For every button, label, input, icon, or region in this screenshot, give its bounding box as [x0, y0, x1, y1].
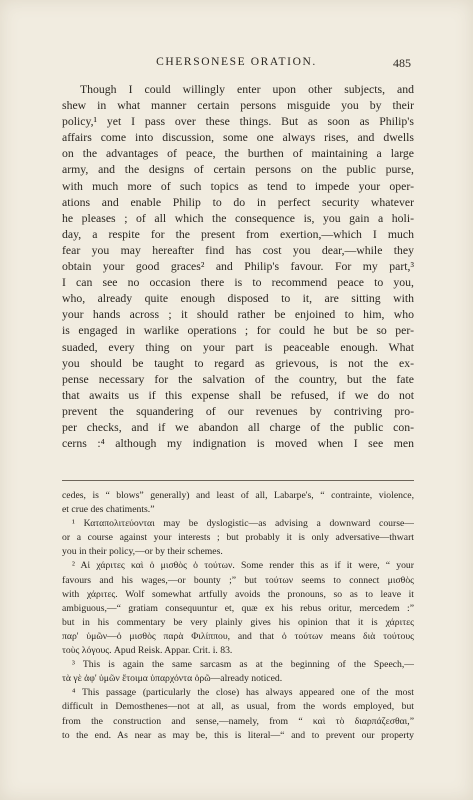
footnote-line: with χάριτες. Wolf somewhat artfully avoids the pronouns, so as to leave it — [62, 588, 414, 600]
footnote-divider — [62, 480, 414, 481]
footnote-line: ¹ Καταπολιτεύονται may be dyslogistic—as advising a downward course— — [72, 518, 414, 530]
footnote-line: to the end. As near as may be, this is literal—“ and to prevent our property — [62, 729, 414, 741]
text-line: policy,¹ yet I pass over these things. But as soon as Philip's — [62, 115, 414, 129]
text-line: shew in what manner certain persons misguide you by their — [62, 99, 414, 113]
text-line: prevent the squandering of our revenues by contriving pro- — [62, 404, 414, 418]
footnote-line: you in their policy,—or by their schemes. — [62, 546, 223, 558]
text-line: your hands across ; it should rather be enjoined to him, who — [62, 308, 414, 322]
text-line: army, and the designs of certain persons on the public purse, — [62, 163, 414, 177]
footnote-line: τοὺς λόγους. Apud Reisk. Appar. Crit. i. 83. — [62, 645, 233, 657]
footnote-line: but in his commentary be very plainly gives his opinion that it is χάριτες — [62, 616, 414, 628]
text-line: I can see no occasion there is to recommend peace to you, — [62, 276, 414, 290]
text-line: suaded, every thing on your part is peaceable enough. What — [62, 340, 414, 354]
footnote-line: et crue des chatiments.” — [62, 504, 155, 516]
text-line: obtain your good graces² and Philip's favour. For my part,³ — [62, 260, 414, 274]
page-number: 485 — [393, 56, 411, 70]
text-line: who, already quite enough disposed to it, are sitting with — [62, 292, 414, 306]
text-line: on the advantages of peace, the burthen of maintaining a large — [62, 147, 414, 161]
footnote-line: ² Αἱ χάριτες καὶ ὁ μισθὸς ὁ τούτων. Some render this as if it were, “ your — [72, 560, 414, 572]
running-title: CHERSONESE ORATION. — [156, 56, 317, 68]
text-line: with much more of such topics as tend to impede your oper- — [62, 179, 414, 193]
text-line: day, a respite for the present from exertion,—which I much — [62, 227, 414, 241]
footnote-line: favours and his wages,—or bounty ;” but τούτων seems to connect μισθὸς — [62, 574, 414, 586]
footnote-line: difficult in Demosthenes—not at all, as usual, from the words employed, but — [62, 701, 414, 713]
text-line: fear you may hereafter find has cost you dear,—while they — [62, 243, 414, 257]
page-header — [62, 56, 411, 72]
main-text — [62, 82, 414, 452]
footnote-line: ³ This is again the same sarcasm as at the beginning of the Speech,— — [72, 659, 414, 671]
footnote-line: παρ' ὑμῶν—ὁ μισθὸς παρὰ Φιλίππου, and that ὁ τούτων means διὰ τούτους — [62, 630, 414, 642]
footnotes — [62, 489, 414, 743]
text-line: Though I could willingly enter upon other subjects, and — [80, 83, 414, 96]
text-line: that awaits us if this expense shall be refused, if we do not — [62, 388, 414, 402]
footnote-line: τὰ γὲ ἀφ' ὑμῶν ἕτοιμα ὑπαρχόντα ὁρῶ—already noticed. — [62, 673, 283, 685]
footnote-line: ⁴ This passage (particularly the close) has always appeared one of the most — [72, 687, 414, 699]
text-line: affairs come into discussion, some one always rises, and dwells — [62, 131, 414, 145]
text-line: you should be taught to regard as grievous, is not the ex- — [62, 356, 414, 370]
text-line: pense necessary for the salvation of the country, but the fate — [62, 372, 414, 386]
footnote-line: or a course against your interests ; but probably it is only adversative—thwart — [62, 532, 414, 544]
text-line: he pleases ; of all which the consequence is, you gain a holi- — [62, 211, 414, 225]
text-line: per checks, and if we abandon all charge of the public con- — [62, 420, 414, 434]
footnote-line: from the construction and sense,—namely, from “ καὶ τὸ διαρπάζεσθαι,” — [62, 715, 414, 727]
text-line: cerns :⁴ although my indignation is moved when I see men — [62, 437, 414, 451]
text-line: is engaged in warlike operations ; for could he but be so per- — [62, 324, 414, 338]
footnote-line: cedes, is “ blows” generally) and least of all, Labarpe's, “ contrainte, violence, — [62, 490, 414, 501]
text-line: ations and enable Philip to do in perfect security whatever — [62, 195, 414, 209]
footnote-line: ambiguous,—“ gratiam consequuntur et, quæ ex his rebus oritur, mercedem :” — [62, 602, 414, 614]
